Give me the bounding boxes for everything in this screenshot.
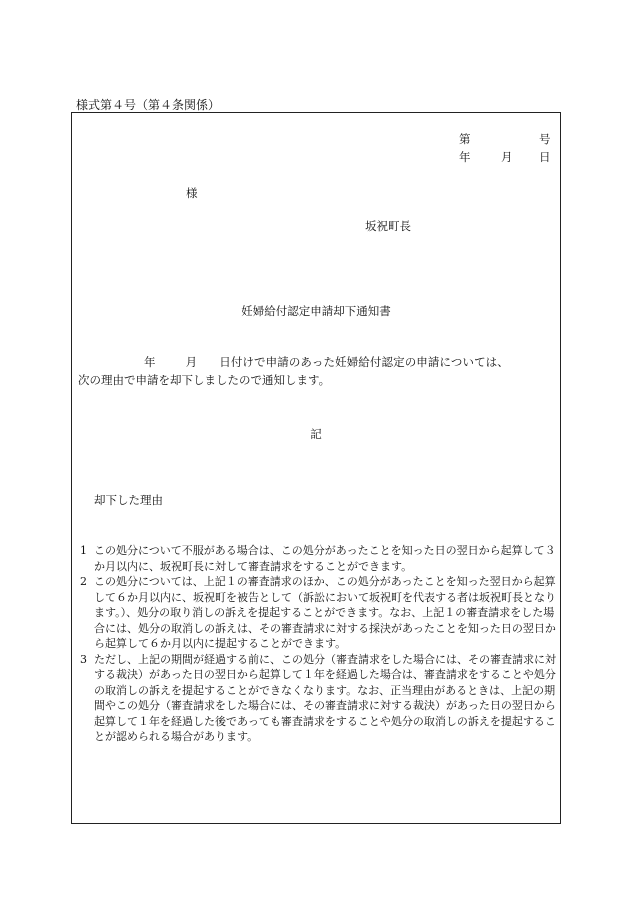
notice-frame	[71, 112, 561, 824]
note-text: この処分については、上記１の審査請求のほか、この処分があったことを知った翌日から起算して６か月以内に、坂祝町を被告として（訴訟において坂祝町を代表する者は坂祝町長となります。）、処分の取り消しの訴えを提起することができます。なお、上記１の審査請求をした場合には、処分の取消しの訴えは、その審査請求に対する採決があったことを知った日の翌日から起算して６か月以内に提起することができます。	[94, 575, 556, 650]
addressee: 様	[186, 186, 198, 200]
note-item	[78, 574, 556, 652]
date-day: 日	[539, 150, 551, 164]
form-number-label: 様式第４号（第４条関係）	[76, 98, 221, 112]
number-prefix: 第	[459, 132, 471, 146]
document-title: 妊婦給付認定申請却下通知書	[241, 304, 391, 318]
rejection-reason-label: 却下した理由	[94, 493, 163, 507]
body-year: 年	[144, 355, 156, 369]
note-text: ただし、上記の期間が経過する前に、この処分（審査請求をした場合には、その審査請求に対する裁決）があった日の翌日から起算して１年を経過した場合は、審査請求をすることや処分の取消しの訴えを提起することができなくなります。なお、正当理由があるときは、上記の期間やこの処分（審査請求をした場合には、その審査請求に対する裁決）があった日の翌日から起算して１年を経過した後であっても審査請求をすることや処分の取消しの訴えを提起することが認められる場合があります。	[94, 652, 556, 743]
number-suffix: 号	[539, 132, 551, 146]
notes-list	[78, 543, 556, 745]
note-item	[78, 543, 556, 574]
note-text: この処分について不服がある場合は、この処分があったことを知った日の翌日から起算して３か月以内に、坂祝町長に対して審査請求をすることができます。	[94, 544, 556, 573]
body-line1-rest: 日付けで申請のあった妊婦給付認定の申請については、	[219, 355, 509, 369]
note-item	[78, 652, 556, 745]
ki-heading: 記	[310, 427, 322, 441]
note-number: 1	[80, 544, 87, 557]
note-number: 2	[80, 575, 87, 588]
date-year: 年	[459, 150, 471, 164]
date-month: 月	[501, 150, 513, 164]
body-month: 月	[185, 355, 198, 369]
notice-body	[78, 353, 556, 389]
body-line2: 次の理由で申請を却下しましたので通知します。	[78, 373, 331, 387]
sender-name: 坂祝町長	[365, 219, 411, 233]
note-number: 3	[80, 652, 87, 666]
